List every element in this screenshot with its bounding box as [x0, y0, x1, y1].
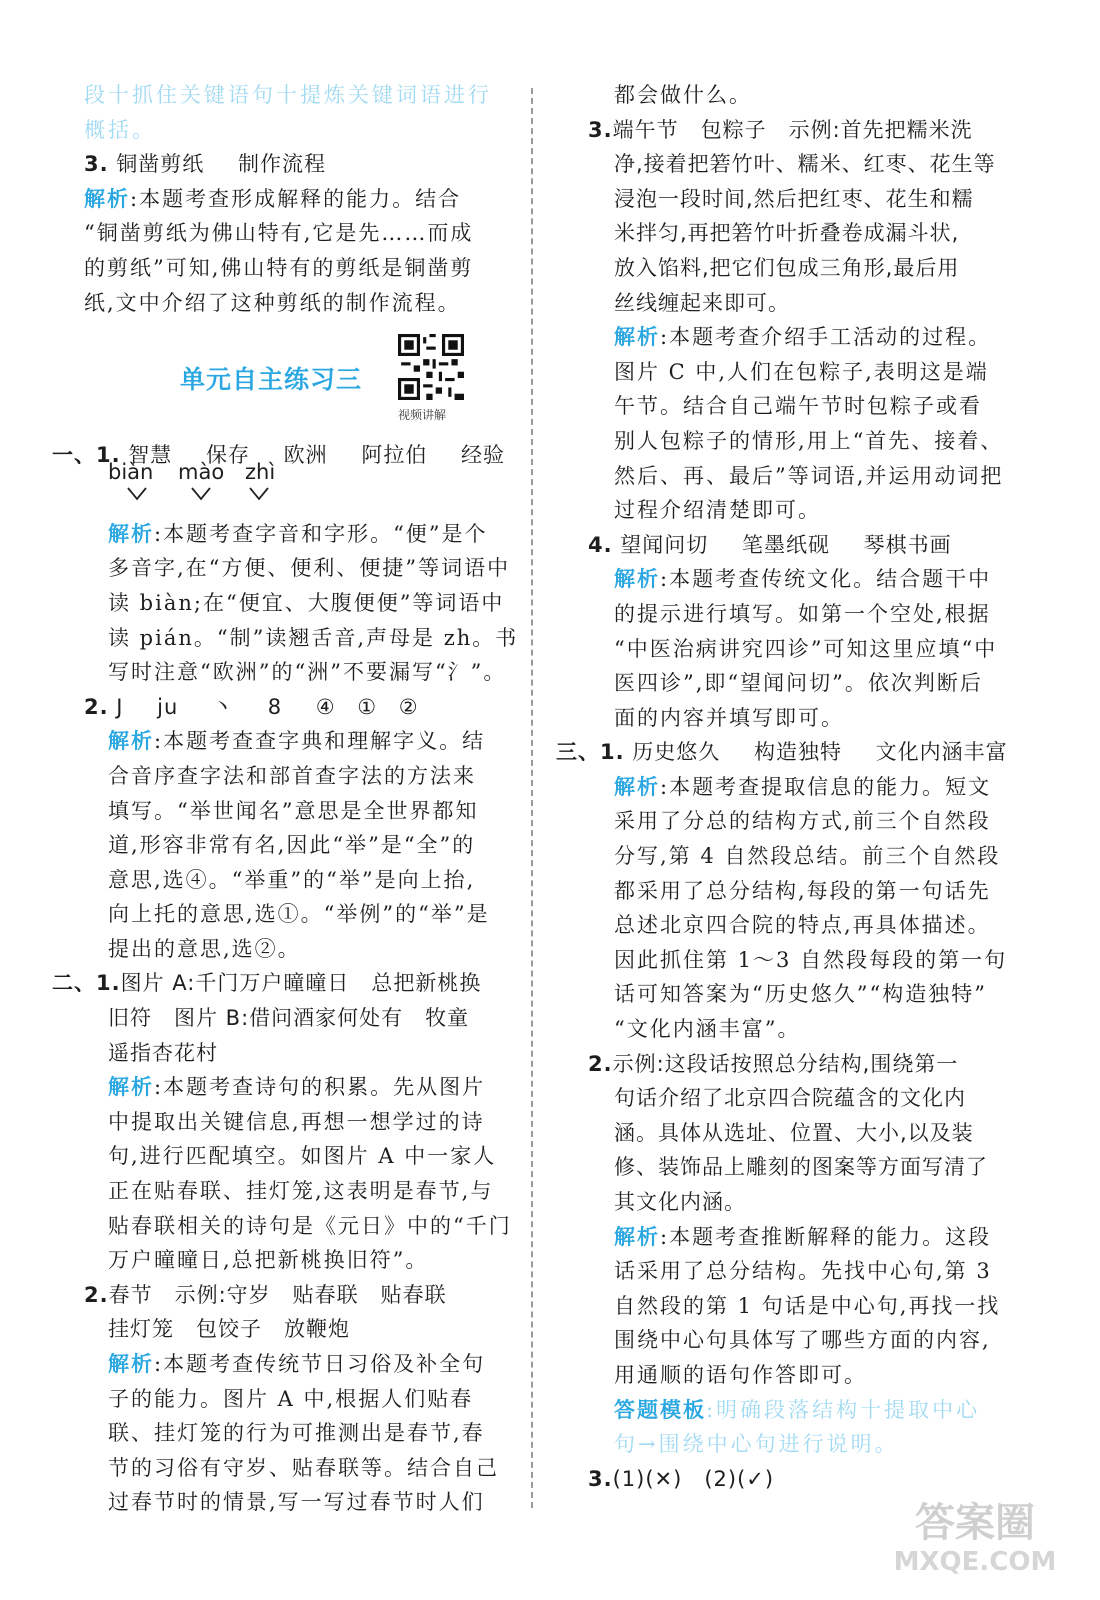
section-2-question-1: 二、1.图片 A:千门万户曈曈日 总把新桃换: [52, 971, 482, 996]
question-3-answer: [84, 147, 514, 182]
answer-word: 望闻问切: [620, 532, 709, 557]
explanation-line: 解析:本题考查字音和字形。“便”是个: [108, 521, 488, 546]
explanation-line: 自然段的第 1 句话是中心句,再找一找: [614, 1293, 1001, 1318]
answer-template-line: 答题模板:明确段落结构十提取中心: [614, 1397, 981, 1422]
explanation-line: 纸,文中介绍了这种剪纸的制作流程。: [84, 290, 461, 315]
explanation-label: 解析: [108, 521, 154, 546]
explanation-line: “铜凿剪纸为佛山特有,它是先……而成: [84, 221, 474, 246]
question-3-answer: 3.端午节 包粽子 示例:首先把糯米洗: [588, 117, 973, 142]
explanation-line: 填写。“举世闻名”意思是全世界都知: [108, 798, 479, 823]
answer-item: ④: [315, 694, 336, 719]
question-number: 3.: [588, 117, 613, 142]
section-3-question-1: [556, 735, 1020, 770]
explanation-line: 别人包粽子的情形,用上“首先、接着、: [614, 428, 1004, 453]
explanation-label: 解析: [108, 1075, 154, 1100]
answer-line: 丝线缠起来即可。: [614, 290, 790, 315]
section-number: 二、: [52, 971, 96, 996]
answer-word: 智慧: [128, 443, 173, 468]
explanation-line: 联、挂灯笼的行为可推测出是春节,春: [108, 1421, 485, 1446]
check-mark-icon: [248, 484, 270, 502]
section-3-question-3: 3.(1)(✕) (2)(✓): [588, 1466, 775, 1491]
watermark-site: MXQE.COM: [893, 1547, 1057, 1577]
explanation-line: 写时注意“欧洲”的“洲”不要漏写“氵”。: [108, 660, 507, 685]
watermark-text: 答案圈: [915, 1500, 1035, 1546]
answer-line: 米拌匀,再把箬竹叶折叠卷成漏斗状,: [614, 221, 960, 246]
explanation-line: 向上托的意思,选①。“举例”的“举”是: [108, 902, 490, 927]
explanation-line: 解析:本题考查介绍手工活动的过程。: [614, 325, 992, 350]
answer-word: 制作流程: [237, 152, 326, 177]
answer-word: 铜凿剪纸: [116, 152, 205, 177]
explanation-line: 读 biàn;在“便宜、大腹便便”等词语中: [108, 590, 505, 615]
explanation-line: 因此抓住第 1～3 自然段每段的第一句: [614, 947, 1008, 972]
answer-word: 笔墨纸砚: [741, 532, 830, 557]
question-number: 2.: [84, 694, 109, 719]
explanation-line: 正在贴春联、挂灯笼,这表明是春节,与: [108, 1179, 494, 1204]
faded-line: 概括。: [84, 117, 156, 142]
explanation-line: 中提取出关键信息,再想一想学过的诗: [108, 1109, 485, 1134]
answer-line: 修、装饰品上雕刻的图案等方面写清了: [614, 1155, 988, 1180]
section-3-question-2: 2.示例:这段话按照总分结构,围绕第一: [588, 1051, 959, 1076]
answer-line: 净,接着把箬竹叶、糯米、红枣、花生等: [614, 152, 996, 177]
question-number: 1.: [96, 971, 121, 996]
explanation-line: 解析:本题考查查字典和理解字义。结: [108, 729, 486, 754]
explanation-line: 解析:本题考查诗句的积累。先从图片: [108, 1075, 486, 1100]
section-2-question-2: 2.春节 示例:守岁 贴春联 贴春联: [84, 1282, 447, 1307]
answer-item: ju: [157, 694, 179, 719]
answer-word: 琴棋书画: [863, 532, 952, 557]
explanation-line: 节的习俗有守岁、贴春联等。结合自己: [108, 1455, 499, 1480]
explanation-line: 解析:本题考查传统文化。结合题干中: [614, 567, 992, 592]
pinyin: biàn: [108, 460, 154, 484]
answer-line: 放入馅料,把它们包成三角形,最后用: [614, 255, 960, 280]
check-mark-icon: [190, 484, 212, 502]
unit-title: 单元自主练习三: [180, 365, 363, 394]
explanation-line: 话可知答案为“历史悠久”“构造独特”: [614, 982, 987, 1007]
explanation-line: 都采用了总分结构,每段的第一句话先: [614, 878, 991, 903]
left-column: [52, 78, 519, 1520]
explanation-line: 的剪纸”可知,佛山特有的剪纸是铜凿剪: [84, 255, 474, 280]
explanation-label: 解析: [84, 186, 130, 211]
answer-line: 其文化内涵。: [614, 1190, 746, 1214]
answer-item: ②: [398, 694, 419, 719]
explanation-line: 采用了分总的结构方式,前三个自然段: [614, 809, 991, 834]
explanation-label: 解析: [108, 729, 154, 754]
answer-line: 句话介绍了北京四合院蕴含的文化内: [614, 1086, 966, 1111]
question-number: 1.: [600, 740, 625, 765]
explanation-line: 句,进行匹配填空。如图片 A 中一家人: [108, 1144, 497, 1169]
explanation-line: “中医治病讲究四诊”可知这里应填“中: [614, 636, 998, 661]
right-column: [556, 78, 1020, 1496]
explanation-line: 的提示进行填写。如第一个空处,根据: [614, 601, 991, 626]
answer-word: 阿拉伯: [361, 443, 428, 468]
pinyin: mào: [178, 460, 225, 484]
answer-line: 浸泡一段时间,然后把红枣、花生和糯: [614, 186, 974, 211]
explanation-line: 道,形容非常有名,因此“举”是“全”的: [108, 833, 476, 858]
explanation-label: 解析: [614, 1224, 660, 1249]
answer-item: J: [116, 694, 124, 719]
qr-label: 视频讲解: [398, 408, 447, 422]
explanation-line: 合音序查字法和部首查字法的方法来: [108, 763, 476, 788]
section-number: 三、: [556, 740, 600, 765]
explanation-line: 提出的意思,选②。: [108, 936, 301, 961]
explanation-line: 话采用了总分结构。先找中心句,第 3: [614, 1259, 992, 1284]
answer-item: ①: [357, 694, 378, 719]
answer-line: 遥指杏花村: [108, 1040, 218, 1065]
explanation-line: 医四诊”,即“望闻问切”。依次判断后: [614, 671, 983, 696]
section-number: 一、: [52, 443, 96, 468]
answer-template-label: 答题模板: [614, 1397, 706, 1422]
question-number: 1.: [96, 443, 121, 468]
column-divider: [531, 88, 533, 1508]
answer-template-line: 句→围绕中心句进行说明。: [614, 1432, 899, 1457]
question-number: 3.: [84, 152, 109, 177]
answer-line: 挂灯笼 包饺子 放鞭炮: [108, 1317, 350, 1342]
answer-word: 欧洲: [283, 443, 328, 468]
answer-word: 保存: [205, 443, 250, 468]
answer-line: 旧符 图片 B:借问酒家何处有 牧童: [108, 1006, 470, 1031]
faded-line: 段十抓住关键语句十提炼关键词语进行: [84, 83, 492, 107]
explanation-line: 午节。结合自己端午节时包粽子或看: [614, 394, 982, 419]
explanation-line: 万户曈曈日,总把新桃换旧符”。: [108, 1248, 429, 1273]
explanation-line: 图片 C 中,人们在包粽子,表明这是端: [614, 359, 989, 384]
explanation-line: 解析:本题考查形成解释的能力。结合: [84, 186, 462, 211]
explanation-line: 意思,选④。“举重”的“举”是向上抬,: [108, 867, 476, 892]
explanation-line: 过春节时的情景,写一写过春节时人们: [108, 1490, 485, 1515]
question-number: 4.: [588, 532, 613, 557]
explanation-line: 总述北京四合院的特点,再具体描述。: [614, 913, 991, 938]
explanation-label: 解析: [614, 325, 660, 350]
explanation-line: “文化内涵丰富”。: [614, 1017, 801, 1042]
question-4-answer: [588, 528, 1020, 563]
question-number: 2.: [84, 1282, 109, 1307]
qr-code-icon[interactable]: [398, 334, 464, 400]
explanation-line: 读 pián。“制”读翘舌音,声母是 zh。书: [108, 625, 519, 650]
explanation-label: 解析: [108, 1352, 154, 1376]
answer-line: 都会做什么。: [614, 83, 752, 107]
explanation-line: 然后、再、最后”等词语,并运用动词把: [614, 463, 1004, 488]
answer-word: 构造独特: [753, 740, 842, 765]
explanation-line: 解析:本题考查传统节日习俗及补全句: [108, 1352, 486, 1376]
answer-item: 8: [267, 694, 283, 719]
explanation-line: 子的能力。图片 A 中,根据人们贴春: [108, 1386, 474, 1411]
section-1-question-2: [84, 690, 514, 725]
explanation-line: 解析:本题考查推断解释的能力。这段: [614, 1224, 992, 1249]
question-number: 3.: [588, 1466, 613, 1491]
explanation-line: 多音字,在“方便、便利、便捷”等词语中: [108, 556, 511, 581]
explanation-line: 面的内容并填写即可。: [614, 705, 844, 730]
explanation-line: 分写,第 4 自然段总结。前三个自然段: [614, 844, 1001, 869]
answer-word: 文化内涵丰富: [875, 740, 1008, 765]
check-mark-icon: [126, 484, 148, 502]
answer-line: 涵。具体从选址、位置、大小,以及装: [614, 1120, 974, 1145]
watermark-logo: [880, 1488, 1070, 1578]
explanation-label: 解析: [614, 774, 660, 799]
answer-word: 经验: [461, 443, 506, 468]
answer-word: 历史悠久: [632, 740, 721, 765]
explanation-line: 贴春联相关的诗句是《元日》中的“千门: [108, 1213, 512, 1238]
answer-item: 丶: [212, 694, 235, 719]
explanation-line: 解析:本题考查提取信息的能力。短文: [614, 774, 992, 799]
question-number: 2.: [588, 1051, 613, 1076]
explanation-line: 围绕中心句具体写了哪些方面的内容,: [614, 1328, 991, 1353]
pinyin: zhì: [245, 460, 276, 484]
explanation-line: 过程介绍清楚即可。: [614, 498, 821, 523]
explanation-line: 用通顺的语句作答即可。: [614, 1362, 867, 1387]
explanation-label: 解析: [614, 567, 660, 592]
